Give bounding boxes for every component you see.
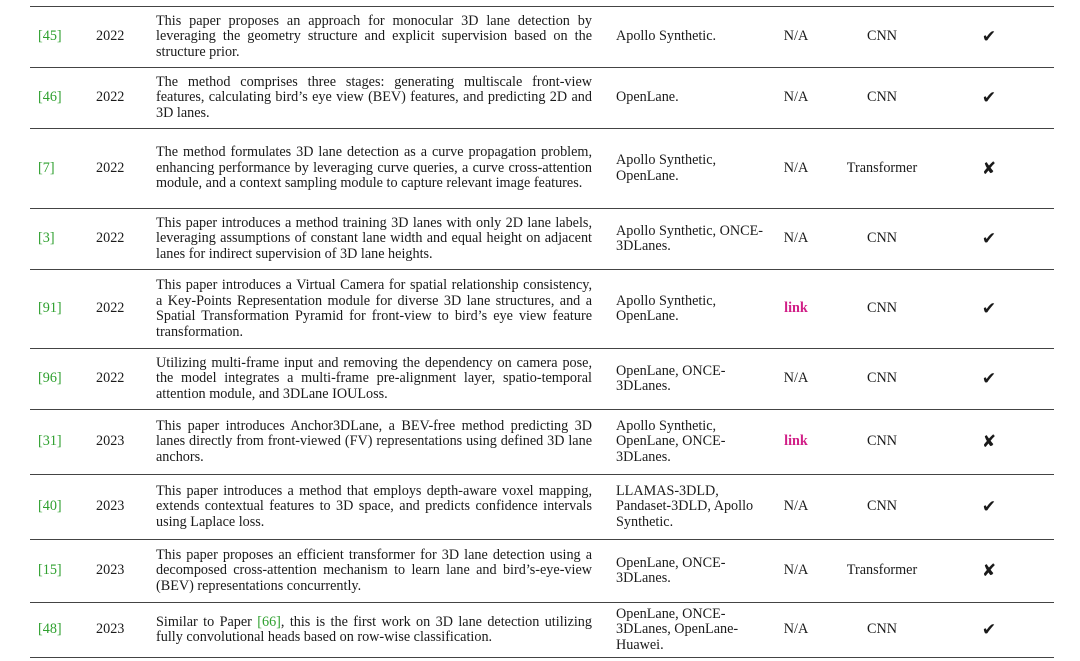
code-cell: N/A [783, 498, 809, 515]
year-cell: 2023 [96, 498, 125, 515]
datasets-cell: OpenLane. [616, 89, 679, 106]
citation-link[interactable]: [48] [38, 621, 62, 638]
architecture-cell: CNN [867, 433, 897, 450]
code-link[interactable]: link [784, 433, 808, 450]
table-row [30, 209, 1054, 269]
check-mark-icon: ✔ [981, 88, 997, 108]
desc-text: , this is the first work on 3D lane detection utilizing fully convolutional heads based on row-wise classification. [156, 613, 592, 645]
check-mark-icon: ✔ [981, 620, 997, 640]
check-mark-icon: ✔ [981, 497, 997, 517]
datasets-cell: Apollo Synthetic, OpenLane. [616, 292, 717, 324]
datasets-cell: Apollo Synthetic, OpenLane, ONCE-3DLanes. [616, 417, 726, 465]
cross-mark-icon: ✘ [981, 158, 997, 178]
datasets-cell: OpenLane, ONCE-3DLanes, OpenLane-Huawei. [616, 605, 739, 653]
architecture-cell: CNN [867, 28, 897, 45]
code-cell: N/A [783, 28, 809, 45]
description-cell: This paper proposes an approach for monocular 3D lane detection by leveraging the geometry structure and explicit supervision based on the structure prior. [156, 12, 592, 60]
citation-link[interactable]: [31] [38, 433, 62, 450]
year-cell: 2022 [96, 370, 125, 387]
table-row [30, 603, 1054, 657]
year-cell: 2022 [96, 28, 125, 45]
check-mark-icon: ✔ [981, 299, 997, 319]
description-cell: This paper introduces a Virtual Camera for spatial relationship consistency, a Key-Points Representation module for diverse 3D lane structures, and a Spatial Transformation Pyramid for front-view to bird’s eye view feature transformation. [156, 277, 592, 340]
citation-link[interactable]: [96] [38, 370, 62, 387]
citation-link[interactable]: [7] [38, 159, 55, 176]
architecture-cell: CNN [867, 370, 897, 387]
year-cell: 2023 [96, 433, 125, 450]
architecture-cell: Transformer [846, 562, 918, 579]
cross-mark-icon: ✘ [981, 561, 997, 581]
table-row [30, 475, 1054, 539]
check-mark-icon: ✔ [981, 369, 997, 389]
code-cell: N/A [783, 159, 809, 176]
datasets-cell: Apollo Synthetic, OpenLane. [616, 152, 717, 184]
datasets-cell: LLAMAS-3DLD, Pandaset-3DLD, Apollo Synthetic. [616, 482, 754, 530]
table-row [30, 540, 1054, 602]
table-row [30, 68, 1054, 128]
datasets-cell: Apollo Synthetic, ONCE-3DLanes. [616, 222, 763, 254]
year-cell: 2022 [96, 300, 125, 317]
table-row [30, 7, 1054, 67]
citation-link[interactable]: [91] [38, 300, 62, 317]
table-row [30, 349, 1054, 409]
year-cell: 2022 [96, 159, 125, 176]
citation-link[interactable]: [45] [38, 28, 62, 45]
code-cell: N/A [783, 89, 809, 106]
datasets-cell: Apollo Synthetic. [616, 28, 717, 45]
description-cell: Utilizing multi-frame input and removing the dependency on camera pose, the model integrates a multi-frame pre-alignment layer, spatio-temporal attention module, and 3DLane IOULoss. [156, 354, 592, 402]
architecture-cell: CNN [867, 89, 897, 106]
table-row [30, 270, 1054, 348]
datasets-cell: OpenLane, ONCE-3DLanes. [616, 554, 726, 586]
year-cell: 2023 [96, 562, 125, 579]
description-cell [156, 603, 592, 657]
description-cell: This paper introduces a method training 3D lanes with only 2D lane labels, leveraging assumptions of constant lane width and equal height on adjacent lanes for indirect supervision of 3D lane heights. [156, 214, 592, 262]
code-cell: N/A [783, 562, 809, 579]
cross-mark-icon: ✘ [981, 432, 997, 452]
year-cell: 2022 [96, 89, 125, 106]
code-link[interactable]: link [784, 300, 808, 317]
check-mark-icon: ✔ [981, 27, 997, 47]
description-cell: This paper proposes an efficient transformer for 3D lane detection using a decomposed cross-attention mechanism to learn lane and bird’s-eye-view (BEV) representations concurrently. [156, 546, 592, 594]
table-rule [30, 657, 1054, 658]
citation-link[interactable]: [40] [38, 498, 62, 515]
table-row [30, 410, 1054, 474]
citation-link[interactable]: [46] [38, 89, 62, 106]
code-cell: N/A [783, 370, 809, 387]
description-cell: This paper introduces a method that employs depth-aware voxel mapping, extends contextual features to 3D space, and predicts confidence intervals using Laplace loss. [156, 482, 592, 530]
architecture-cell: CNN [867, 621, 897, 638]
inline-citation-link[interactable]: [66] [257, 613, 281, 630]
architecture-cell: CNN [867, 230, 897, 247]
architecture-cell: CNN [867, 300, 897, 317]
architecture-cell: CNN [867, 498, 897, 515]
citation-link[interactable]: [15] [38, 562, 62, 579]
table-row [30, 129, 1054, 208]
desc-text: Similar to Paper [156, 613, 258, 630]
description-cell: The method formulates 3D lane detection as a curve propagation problem, enhancing performance by leveraging curve queries, a curve cross-attention module, and a context sampling module to capture relevant image features. [156, 144, 592, 192]
year-cell: 2023 [96, 621, 125, 638]
architecture-cell: Transformer [846, 159, 918, 176]
year-cell: 2022 [96, 230, 125, 247]
check-mark-icon: ✔ [981, 229, 997, 249]
code-cell: N/A [783, 230, 809, 247]
datasets-cell: OpenLane, ONCE-3DLanes. [616, 362, 726, 394]
citation-link[interactable]: [3] [38, 230, 55, 247]
description-cell: This paper introduces Anchor3DLane, a BEV-free method predicting 3D lanes directly from front-viewed (FV) representations using defined 3D lane anchors. [156, 417, 592, 465]
code-cell: N/A [783, 621, 809, 638]
description-cell: The method comprises three stages: generating multiscale front-view features, calculating bird’s eye view (BEV) features, and predicting 2D and 3D lanes. [156, 73, 592, 121]
